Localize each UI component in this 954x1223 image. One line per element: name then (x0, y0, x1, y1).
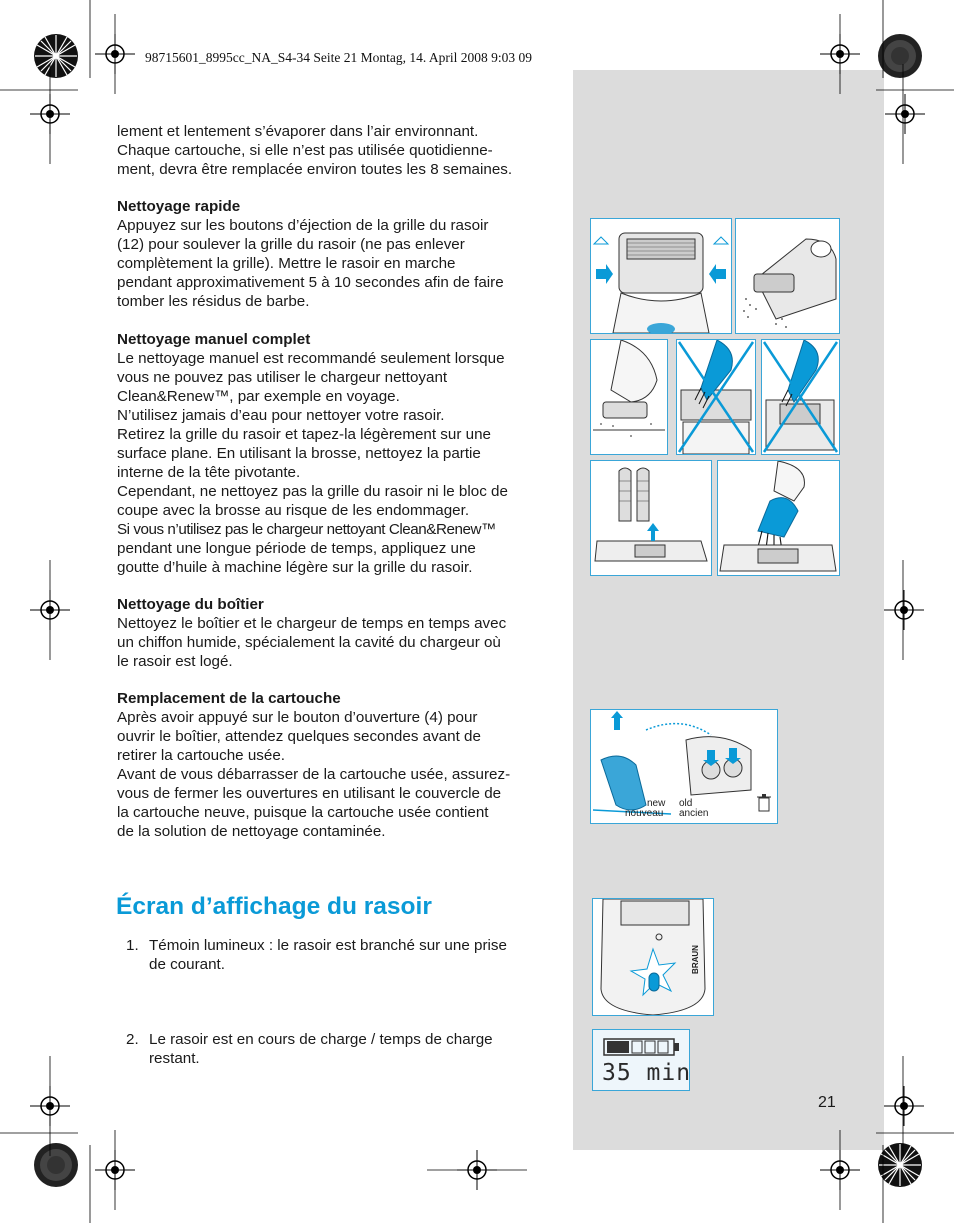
trash-icon (757, 794, 771, 812)
brand-logo: BRAUN (690, 945, 700, 974)
section-heading: Nettoyage rapide (117, 198, 241, 215)
battery-icon (603, 1037, 681, 1057)
label-new: new (647, 798, 666, 809)
section-case-cleaning: Nettoyage du boîtier Nettoyez le boîtier et le chargeur de temps en temps avec un chiffon humide, spécialement la cavité du chargeur où le rasoir est logé. (117, 595, 549, 671)
section-title: Écran d’affichage du rasoir (116, 893, 432, 920)
list-item: 1. Témoin lumineux : le rasoir est branché sur une prise de courant. (126, 937, 507, 973)
section-cartridge-replacement: Remplacement de la cartouche Après avoir appuyé sur le bouton d’ouverture (4) pour ouvrir le boîtier, attendez quelques secondes avant de retirer la cartouche usée. Avant de vous débarrasser de la cartouche usée, assurez- vous de fermer les ouvertures en utilisant le couvercle de la cartouche neuve, puisque la cartouche usée contient de la solution de nettoyage contaminée. (117, 689, 549, 841)
figure-brush-cutter (717, 460, 840, 576)
section-quick-cleaning: Nettoyage rapide Appuyez sur les boutons d’éjection de la grille du rasoir (12) pour soulever la grille du rasoir (ne pas enlever complètement la grille). Mettre le rasoir en marche pendant approximativement 5 à 10 secondes afin de faire tomber les résidus de barbe. (117, 197, 549, 311)
figure-remove-foil (590, 460, 712, 576)
figure-no-brush-foil (676, 339, 756, 455)
label-nouveau: nouveau (625, 808, 664, 819)
figure-shaver-light-indicator (592, 898, 714, 1016)
label-old: old (679, 798, 693, 809)
section-heading: Nettoyage du boîtier (117, 596, 264, 613)
section-heading: Remplacement de la cartouche (117, 690, 341, 707)
section-heading: Nettoyage manuel complet (117, 331, 311, 348)
figure-quick-clean-side (735, 218, 840, 334)
figure-tap-foil (590, 339, 668, 455)
section-manual-cleaning: Nettoyage manuel complet Le nettoyage manuel est recommandé seulement lorsque vous ne pouvez pas utiliser le chargeur nettoyant Clean&Renew™, par exemple en voyage. N’utilisez jamais d’eau pour nettoyer votre rasoir. Retirez la grille du rasoir et tapez-la légèrement sur une surface plane. En utilisant la brosse, nettoyez la partie interne de la tête pivotante. Cependant, ne nettoyez pas la grille du rasoir ni le bloc de coupe avec la brosse au risque de les endommager. Si vous n’utilisez pas le chargeur nettoyant Clean&Renew™ pendant une longue période de temps, appliquez une goutte d’huile à machine légère sur la grille du rasoir. (117, 330, 549, 577)
charge-time-readout: 35 min (602, 1060, 692, 1086)
figure-no-brush-cutter (761, 339, 840, 455)
label-ancien: ancien (679, 808, 709, 819)
figure-cartridge-replace (590, 709, 778, 824)
list-item: 2. Le rasoir est en cours de charge / temps de charge restant. (126, 1031, 493, 1067)
figure-quick-clean-front (590, 218, 732, 334)
page-number: 21 (818, 1094, 836, 1111)
print-header: 98715601_8995cc_NA_S4-34 Seite 21 Montag, 14. April 2008 9:03 09 (145, 50, 532, 65)
intro-paragraph: lement et lentement s’évaporer dans l’air environnant. Chaque cartouche, si elle n’est pas utilisée quotidienne- ment, devra être remplacée environ toutes les 8 semaines. (117, 123, 513, 178)
lcd-charge-display (592, 1029, 690, 1091)
